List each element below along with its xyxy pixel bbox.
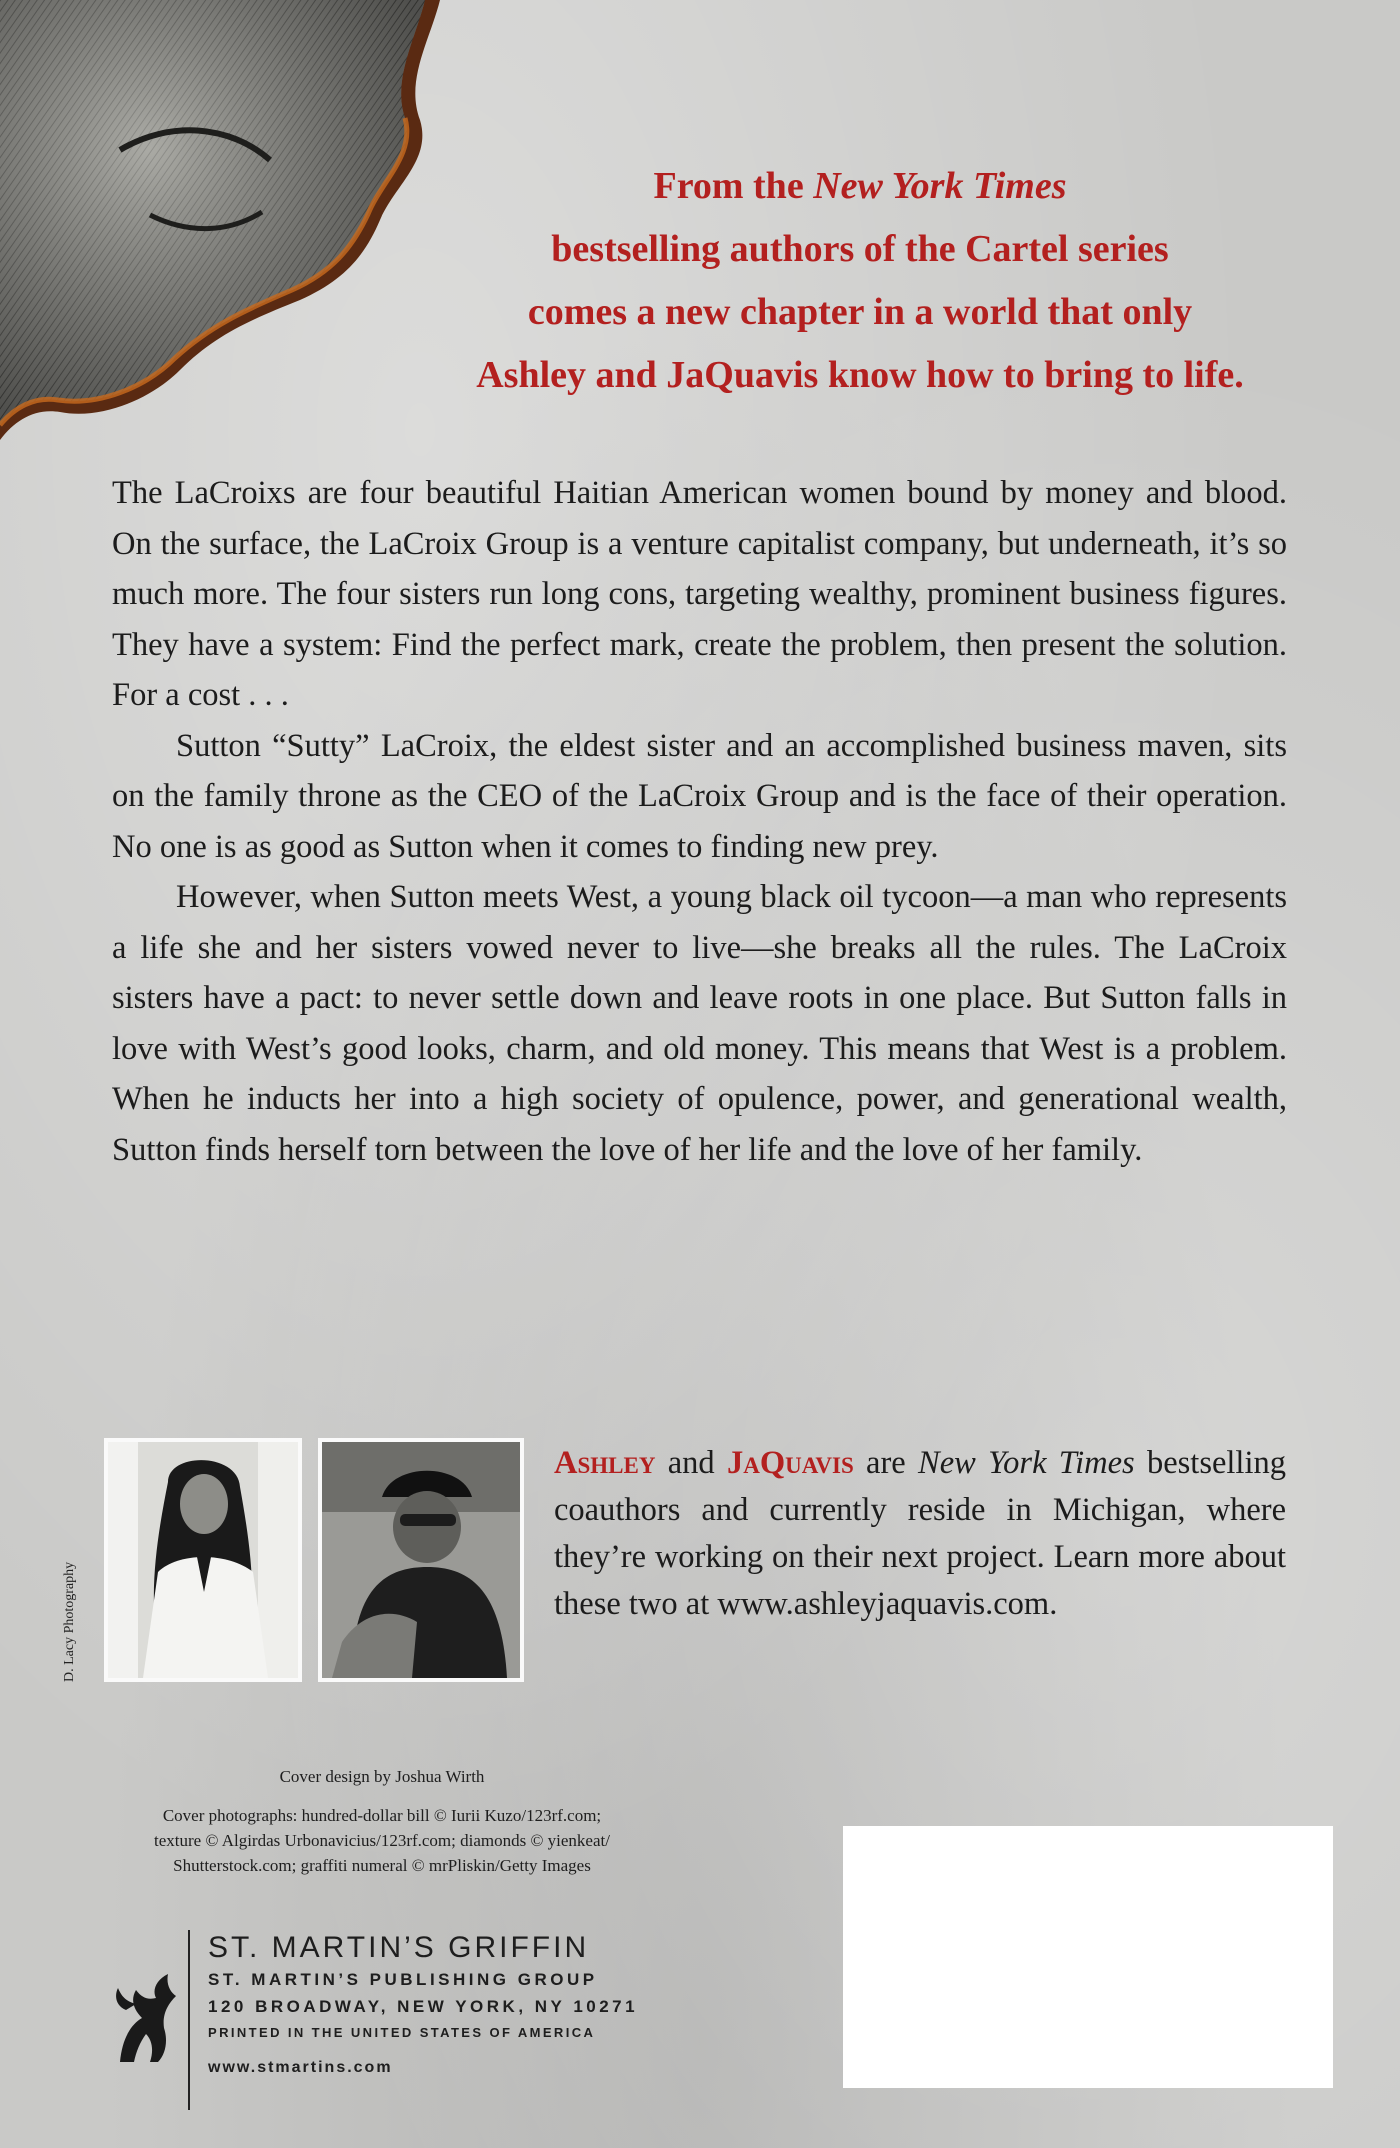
barcode-box [843,1826,1333,2088]
photo-credit: D. Lacy Photography [62,1561,77,1682]
publisher-address: 120 BROADWAY, NEW YORK, NY 10271 [208,1997,639,2016]
photo-credits-line-1: Cover photographs: hundred-dollar bill © Iurii Kuzo/123rf.com; [162,1806,602,1825]
publisher-name: ST. MARTIN’S GRIFFIN [208,1931,590,1964]
cover-credits [82,1764,682,1878]
publisher-divider [188,1930,190,2110]
bio-are: are [853,1445,919,1481]
griffin-icon [112,1970,180,2070]
bio-author-jaquavis: JaQuavis [726,1445,854,1481]
cover-design-credit: Cover design by Joshua Wirth [279,1767,485,1786]
tagline [380,155,1340,407]
tagline-line-1: From the New York Times [653,165,1067,207]
bio-and: and [655,1445,727,1481]
bio-author-ashley: Ashley [554,1445,656,1481]
book-blurb [112,468,1287,1175]
publisher-printed: PRINTED IN THE UNITED STATES OF AMERICA [208,2025,596,2040]
bio-nyt: New York Times [918,1445,1135,1481]
author-bio [554,1440,1286,1628]
tagline-line-2: bestselling authors of the Cartel series [551,228,1169,270]
publisher-text [208,1930,638,2090]
bio-rest: bestselling coauthors and currently reside in Michigan, where they’re working on their next project. Learn more about these two at www.ashleyjaquavis.com. [554,1445,1286,1622]
author-photo-ashley [104,1438,302,1682]
publisher-group: ST. MARTIN’S PUBLISHING GROUP [208,1970,598,1989]
blurb-paragraph-1: The LaCroixs are four beautiful Haitian American women bound by money and blood. On the surface, the LaCroix Group is a venture capitalist company, but underneath, it’s so much more. The four sisters run long cons, targeting wealthy, prominent business figures. They have a system: Find the perfect mark, create the problem, then present the solution. For a cost . . . [112,475,1287,713]
blurb-paragraph-3: However, when Sutton meets West, a young black oil tycoon—a man who represents a life she and her sisters vowed never to live—she breaks all the rules. The LaCroix sisters have a pact: to never settle down and leave roots in one place. But Sutton falls in love with West’s good looks, charm, and old money. This means that West is a problem. When he inducts her into a high society of opulence, power, and generational wealth, Sutton finds herself torn between the love of her life and the love of her family. [112,879,1287,1168]
author-photo-jaquavis [318,1438,524,1682]
tagline-nyt: New York Times [813,165,1067,207]
blurb-paragraph-2: Sutton “Sutty” LaCroix, the eldest sister and an accomplished business maven, sits on the family throne as the CEO of the LaCroix Group and is the face of their operation. No one is as good as Sutton when it comes to finding new prey. [112,727,1287,865]
photo-credits-line-2: texture © Algirdas Urbonavicius/123rf.com; diamonds © yienkeat/ [154,1831,610,1850]
photo-credits-line-3: Shutterstock.com; graffiti numeral © mrPliskin/Getty Images [173,1856,591,1875]
tagline-line-3: comes a new chapter in a world that only [527,291,1193,333]
tagline-line-4: Ashley and JaQuavis know how to bring to life. [476,354,1244,396]
publisher-block [112,1930,682,2110]
publisher-url: www.stmartins.com [208,2059,393,2076]
